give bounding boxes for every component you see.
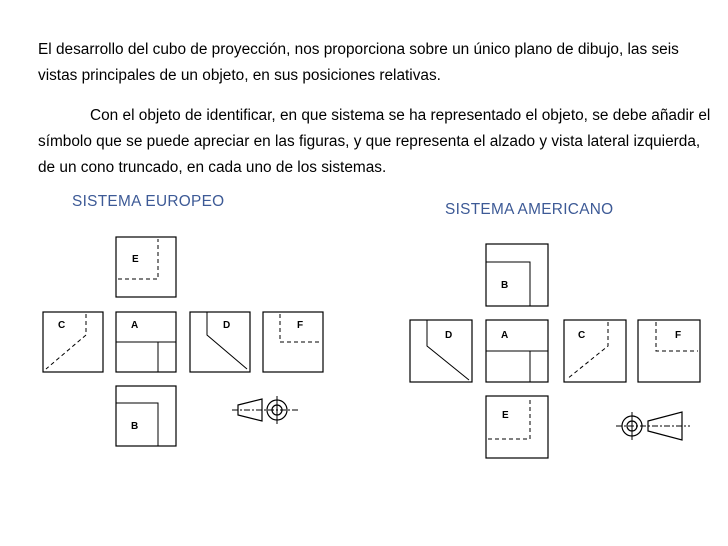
european-projection-symbol [232,396,300,424]
american-view-b [486,244,548,306]
european-view-b [116,386,176,446]
american-label-c: C [578,330,586,341]
american-projection-symbol [616,412,690,440]
european-label-e: E [132,254,139,265]
european-system-title: SISTEMA EUROPEO [72,193,225,210]
european-label-a: A [131,320,139,331]
european-view-c [43,312,103,372]
symbol-paragraph: Con el objeto de identificar, en que sistema se ha representado el objeto, se debe añadir el símbolo que se puede apreciar en las figuras, y que representa el alzado y vista lateral izquierda, de un cono truncado, en cada uno de los sistemas. [38,107,711,176]
american-view-c [564,320,626,382]
american-view-e [486,396,548,458]
european-layout [43,237,323,446]
european-view-f [263,312,323,372]
american-view-d [410,320,472,382]
american-view-a [486,320,548,382]
american-layout [410,244,700,458]
american-label-a: A [501,330,509,341]
american-label-f: F [675,330,682,341]
american-system-title: SISTEMA AMERICANO [445,201,614,218]
european-view-e [116,237,176,297]
european-view-d [190,312,250,372]
american-view-f [638,320,700,382]
european-label-d: D [223,320,231,331]
european-label-c: C [58,320,66,331]
european-label-b: B [131,421,139,432]
european-view-a [116,312,176,372]
american-label-d: D [445,330,453,341]
european-label-f: F [297,320,304,331]
american-label-b: B [501,280,509,291]
intro-paragraph: El desarrollo del cubo de proyección, nos proporciona sobre un único plano de dibujo, las seis vistas principales de un objeto, en sus posiciones relativas. [38,41,679,84]
american-label-e: E [502,410,509,421]
